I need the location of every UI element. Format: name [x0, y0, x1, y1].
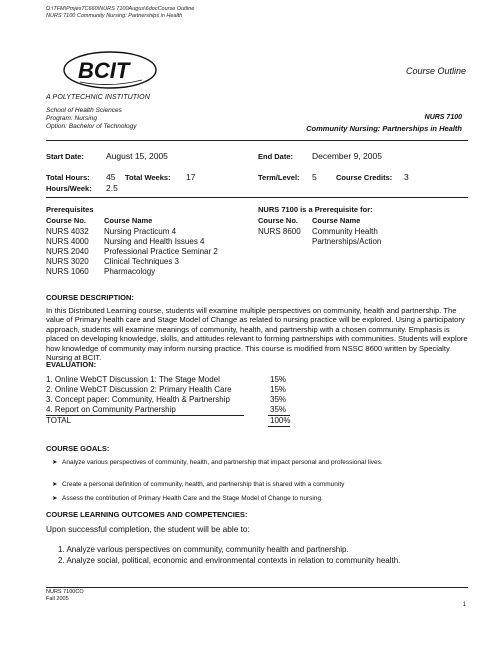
- divider: [46, 140, 468, 141]
- description-heading: COURSE DESCRIPTION:: [46, 293, 134, 302]
- evaluation-percent: 15%: [270, 385, 287, 394]
- file-path: [46, 6, 194, 20]
- goal-item: [52, 459, 462, 467]
- outcomes-heading: COURSE LEARNING OUTCOMES AND COMPETENCIES:: [46, 510, 248, 519]
- prereq-for-name-line1: Community Health: [312, 227, 378, 236]
- evaluation-item: 2. Online WebCT Discussion 2: Primary Health Care: [46, 385, 232, 394]
- program-info: [46, 107, 136, 131]
- course-title: Community Nursing: Partnerships in Health: [306, 124, 462, 133]
- file-path-line1: O:\TFM\Pmjes7C660\NURS 7100Augus\6docCourse Outline: [46, 6, 195, 12]
- program-name: Program: Nursing: [46, 115, 97, 122]
- outcomes-intro: Upon successful completion, the student will be able to:: [46, 524, 250, 534]
- goal-item: [52, 481, 462, 489]
- page-number: 1: [462, 602, 466, 608]
- prereq-name: Pharmacology: [104, 267, 156, 276]
- evaluation-percent: 35%: [270, 405, 287, 414]
- evaluation-item: 3. Concept paper: Community, Health & Partnership: [46, 395, 230, 404]
- course-code: NURS 7100: [424, 114, 462, 121]
- prereq-for-no: NURS 8600: [258, 227, 301, 236]
- arrow-bullet-icon: ➤: [52, 459, 58, 466]
- school-name: School of Health Sciences: [46, 107, 122, 114]
- institution-tagline: A POLYTECHNIC INSTITUTION: [46, 94, 150, 101]
- evaluation-item: 1. Online WebCT Discussion 1: The Stage Model: [46, 375, 220, 384]
- footer-code: NURS 7100CO: [46, 589, 84, 595]
- term-value: 5: [312, 172, 317, 182]
- file-path-line2: NURS 7100 Community Nursing: Partnerships in Health: [46, 13, 183, 19]
- goal-text: Create a personal definition of community, health, and partnership that is shared with a community: [62, 481, 345, 488]
- start-date-label: Start Date:: [46, 152, 84, 161]
- bcit-logo: [60, 48, 160, 92]
- total-weeks-value: 17: [186, 172, 196, 182]
- prereq-no: NURS 2040: [46, 247, 89, 256]
- prereq-name: Nursing Practicum 4: [104, 227, 177, 236]
- credits-label: Course Credits:: [336, 173, 393, 182]
- total-hours-value: 45: [106, 172, 116, 182]
- footer-divider: [46, 587, 468, 588]
- prereq-no: NURS 1060: [46, 267, 89, 276]
- footer-term: Fall 2005: [46, 596, 69, 602]
- prerequisites-heading: Prerequisites: [46, 205, 94, 214]
- goal-item: [52, 495, 462, 503]
- credits-value: 3: [404, 172, 409, 182]
- start-date-value: August 15, 2005: [106, 151, 168, 161]
- goals-heading: COURSE GOALS:: [46, 444, 110, 453]
- prereq-col-name: Course Name: [104, 216, 153, 225]
- total-hours-label: Total Hours:: [46, 173, 90, 182]
- divider: [46, 197, 468, 198]
- end-date-label: End Date:: [258, 152, 294, 161]
- prereq-for-name-line2: Partnerships/Action: [312, 237, 382, 246]
- arrow-bullet-icon: ➤: [52, 495, 58, 502]
- outcome-item: 2. Analyze social, political, economic and environmental contexts in relation to community health.: [58, 556, 401, 565]
- goal-text: Analyze various perspectives of community, health, and partnership that impact personal and professional lives.: [62, 459, 383, 466]
- prereq-name: Clinical Techniques 3: [104, 257, 180, 266]
- prereq-name: Nursing and Health Issues 4: [104, 237, 205, 246]
- evaluation-total-value: 100%: [270, 416, 291, 425]
- prereq-no: NURS 4000: [46, 237, 89, 246]
- description-text: In this Distributed Learning course, students will examine multiple perspectives on community, health and partnership. The value of Primary health care and Stage Model of Change as related to nursing practice will be explored. Using a participatory approach, students will examine meanings of community, health, and partnership with a chosen community. Emphasis is placed on developing knowledge, skills, and attitudes relevant to forming partnerships with communities. Students will explore how knowledge of community may inform nursing practice. This course is modified from NSSC 8600 written by Specialty Nursing at BCIT.: [46, 306, 468, 363]
- arrow-bullet-icon: ➤: [52, 481, 58, 488]
- prereq-col-no: Course No.: [46, 216, 87, 225]
- evaluation-rule: [268, 426, 290, 427]
- total-weeks-label: Total Weeks:: [125, 173, 171, 182]
- hours-week-value: 2.5: [106, 183, 118, 193]
- evaluation-item: 4. Report on Community Partnership: [46, 405, 176, 414]
- prereq-for-col-name: Course Name: [312, 216, 361, 225]
- prereq-no: NURS 3020: [46, 257, 89, 266]
- option-name: Option: Bachelor of Technology: [46, 123, 137, 130]
- prereq-no: NURS 4032: [46, 227, 89, 236]
- evaluation-rule: [46, 415, 244, 416]
- evaluation-heading: EVALUATION:: [46, 360, 97, 369]
- outcome-item: 1. Analyze various perspectives on community, community health and partnership.: [58, 545, 349, 554]
- end-date-value: December 9, 2005: [312, 151, 382, 161]
- doc-type: Course Outline: [405, 66, 466, 76]
- footer-info: [46, 589, 84, 603]
- logo-text: BCIT: [78, 58, 130, 83]
- evaluation-percent: 35%: [270, 395, 287, 404]
- evaluation-percent: 15%: [270, 375, 287, 384]
- prereq-name: Professional Practice Seminar 2: [104, 247, 218, 256]
- term-label: Term/Level:: [258, 173, 300, 182]
- prereq-for-col-no: Course No.: [258, 216, 299, 225]
- prereq-for-heading: NURS 7100 is a Prerequisite for:: [258, 205, 373, 214]
- goal-text: Assess the contribution of Primary Health Care and the Stage Model of Change to nursing.: [62, 495, 323, 502]
- hours-week-label: Hours/Week:: [46, 184, 92, 193]
- evaluation-total-label: TOTAL: [46, 416, 72, 425]
